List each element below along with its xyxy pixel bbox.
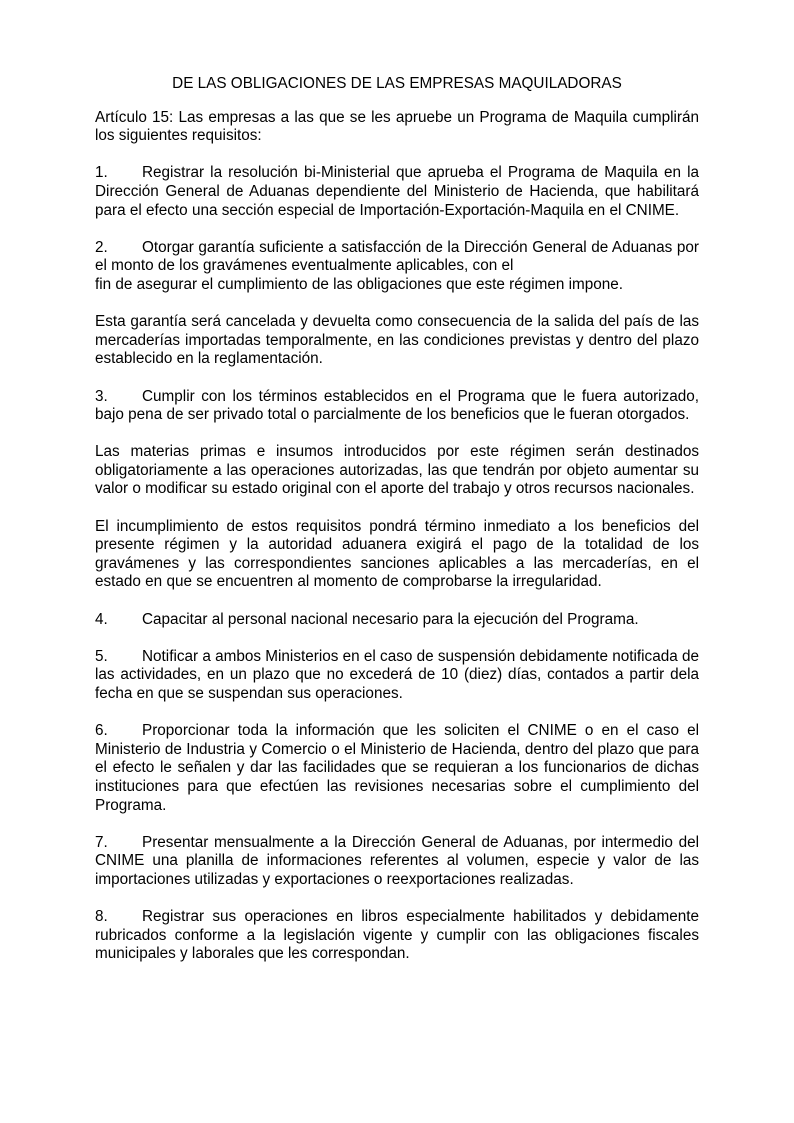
document-page [95, 75, 699, 983]
article-intro: Artículo 15: Las empresas a las que se les apruebe un Programa de Maquila cumplirán los siguientes requisitos: [95, 108, 699, 145]
requirement-2-continuation: fin de asegurar el cumplimiento de las obligaciones que este régimen impone. [95, 275, 624, 293]
requirement-text: Otorgar garantía suficiente a satisfacción de la Dirección General de Aduanas por el monto de los gravámenes eventualmente aplicables, con el [95, 238, 699, 275]
requirement-number: 3. [95, 387, 108, 405]
requirement-text: Notificar a ambos Ministerios en el caso de suspensión debidamente notificada de las actividades, en un plazo que no excederá de 10 (diez) días, contados a partir dela fecha en que se suspendan sus operaciones. [95, 647, 699, 702]
guarantee-paragraph: Esta garantía será cancelada y devuelta como consecuencia de la salida del país de las mercaderías importadas temporalmente, en las condiciones previstas y dentro del plazo establecido en la reglamentación. [95, 313, 699, 368]
requirement-text: Cumplir con los términos establecidos en el Programa que le fuera autorizado, bajo pena de ser privado total o parcialmente de los beneficios que le fueran otorgados. [95, 387, 699, 424]
requirement-6 [95, 722, 699, 815]
document-title: DE LAS OBLIGACIONES DE LAS EMPRESAS MAQUILADORAS [172, 75, 622, 92]
requirement-number: 4. [95, 610, 108, 628]
requirement-text: Registrar sus operaciones en libros especialmente habilitados y debidamente rubricados conforme a la legislación vigente y cumplir con las obligaciones fiscales municipales y laborales que les correspondan. [95, 908, 699, 963]
requirement-1 [95, 164, 699, 220]
requirement-5 [95, 648, 699, 704]
requirement-number: 7. [95, 833, 108, 851]
requirement-number: 2. [95, 238, 108, 256]
raw-materials-paragraph: Las materias primas e insumos introducidos por este régimen serán destinados obligatoriamente a las operaciones autorizadas, las que tendrán por objeto aumentar su valor o modificar su estado original con el aporte del trabajo y otros recursos nacionales. [95, 443, 699, 498]
requirement-text: Presentar mensualmente a la Dirección General de Aduanas, por intermedio del CNIME una planilla de informaciones referentes al volumen, especie y valor de las importaciones utilizadas y exportaciones o reexportaciones realizadas. [95, 833, 699, 888]
requirement-text: Proporcionar toda la información que les soliciten el CNIME o en el caso el Ministerio de Industria y Comercio o el Ministerio de Hacienda, dentro del plazo que para el efecto le señalen y dar las facilidades que se requieran a los funcionarios de dichas instituciones para que efectúen las revisiones necesarias sobre el cumplimiento del Programa. [95, 722, 699, 814]
requirement-2 [95, 239, 699, 276]
requirement-3 [95, 388, 699, 425]
requirement-text: Capacitar al personal nacional necesario para la ejecución del Programa. [142, 610, 639, 628]
requirement-7 [95, 834, 699, 890]
requirement-text: Registrar la resolución bi-Ministerial que aprueba el Programa de Maquila en la Dirección General de Aduanas dependiente del Ministerio de Hacienda, que habilitará para el efecto una sección especial de Importación-Exportación-Maquila en el CNIME. [95, 164, 699, 219]
requirement-number: 1. [95, 164, 108, 182]
requirement-number: 6. [95, 722, 108, 740]
requirement-number: 8. [95, 908, 108, 926]
requirement-4 [95, 611, 699, 630]
requirement-number: 5. [95, 647, 108, 665]
requirement-8 [95, 908, 699, 964]
noncompliance-paragraph: El incumplimiento de estos requisitos pondrá término inmediato a los beneficios del presente régimen y la autoridad aduanera exigirá el pago de la totalidad de los gravámenes y las correspondientes sanciones aplicables a las mercaderías, en el estado en que se encuentren al momento de comprobarse la irregularidad. [95, 517, 699, 591]
